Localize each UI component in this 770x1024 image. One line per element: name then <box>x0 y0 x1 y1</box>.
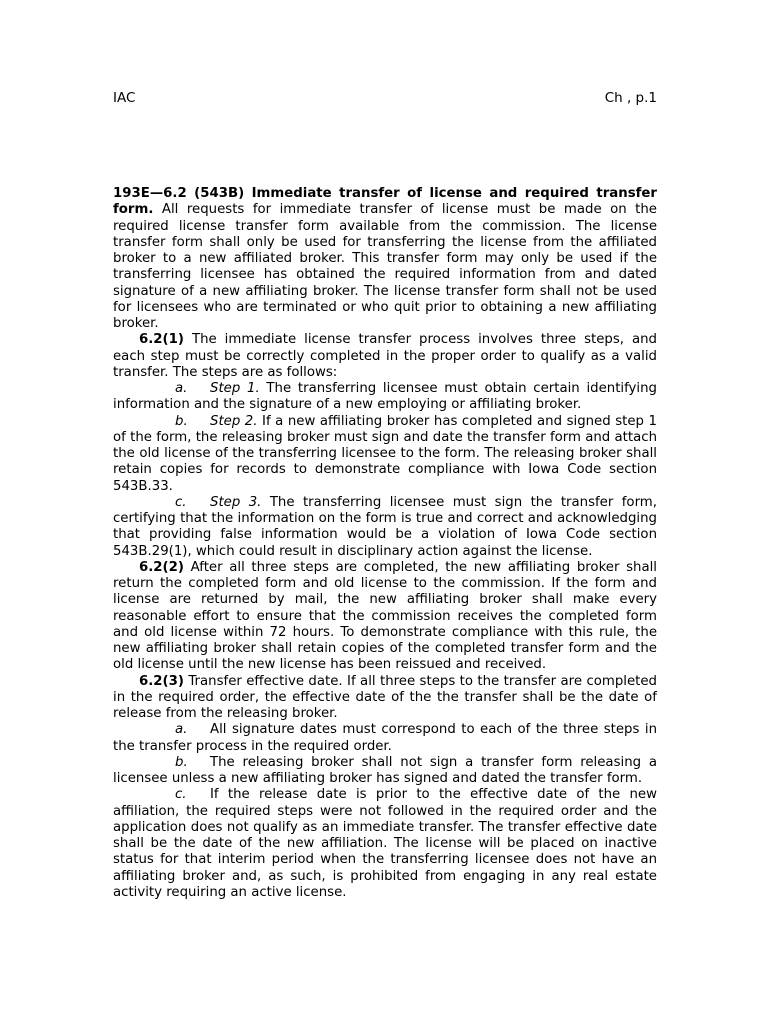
paragraph-text: All signature dates must correspond to each of the three steps in the transfer process in the required order. <box>113 722 657 754</box>
paragraph-6-2-3-c <box>113 787 657 901</box>
paragraph-label: b. <box>175 413 188 429</box>
paragraph-label: a. <box>175 722 188 738</box>
header-right: Ch , p.1 <box>604 90 657 106</box>
subrule-text: Transfer effective date. If all three steps to the transfer are completed in the required order, the effective date of the the transfer shall be the date of release from the releasing broker. <box>113 673 657 721</box>
rule-6-2-paragraph <box>113 186 657 332</box>
subrule-number: 6.2(2) <box>139 559 184 575</box>
paragraph-label: c. <box>175 787 187 803</box>
step-label: Step 2. <box>210 413 258 429</box>
paragraph-label: c. <box>175 494 187 510</box>
document-body <box>113 186 657 901</box>
subrule-number: 6.2(3) <box>139 673 184 689</box>
paragraph-label: b. <box>175 754 188 770</box>
subrule-6-2-3 <box>113 674 657 723</box>
rule-heading: 193E—6.2 (543B) Immediate transfer of license and required transfer form. <box>113 186 657 218</box>
paragraph-text: The transferring licensee must sign the transfer form, certifying that the information on the form is true and correct and acknowledging that providing false information would be a violation of Iowa Code section 543B.29(1), which could result in disciplinary action against the license. <box>113 494 657 559</box>
paragraph-6-2-3-b <box>113 755 657 788</box>
paragraph-text: If a new affiliating broker has completed and signed step 1 of the form, the releasing broker must sign and date the transfer form and attach the old license of the transferring licensee to the form. The releasing broker shall retain copies for records to demonstrate compliance with Iowa Code section 543B.33. <box>113 413 657 494</box>
paragraph-text: The releasing broker shall not sign a transfer form releasing a licensee unless a new affiliating broker has signed and dated the transfer form. <box>113 754 657 786</box>
paragraph-label: a. <box>175 381 188 396</box>
step-label: Step 3. <box>210 494 262 510</box>
paragraph-text: If the release date is prior to the effective date of the new affiliation, the required steps were not followed in the required order and the application does not qualify as an immediate transfer. The transfer effective date shall be the date of the new affiliation. The license will be placed on inactive status for that interim period when the transferring licensee does not have an affiliating broker and, as such, is prohibited from engaging in any real estate activity requiring an active license. <box>113 787 657 900</box>
subrule-text: After all three steps are completed, the new affiliating broker shall return the completed form and old license to the commission. If the form and license are returned by mail, the new affiliating broker shall make every reasonable effort to ensure that the commission receives the completed form and old license within 72 hours. To demonstrate compliance with this rule, the new affiliating broker shall retain copies of the completed transfer form and the old license until the new license has been reissued and received. <box>113 559 657 673</box>
subrule-6-2-1 <box>113 332 657 381</box>
header-left: IAC <box>113 90 136 106</box>
subrule-6-2-2 <box>113 560 657 674</box>
paragraph-6-2-1-c <box>113 495 657 560</box>
paragraph-6-2-3-a <box>113 722 657 755</box>
step-label: Step 1. <box>210 381 260 396</box>
paragraph-6-2-1-a <box>113 381 657 414</box>
subrule-number: 6.2(1) <box>139 332 184 348</box>
paragraph-6-2-1-b <box>113 414 657 495</box>
paragraph-text: The transferring licensee must obtain certain identifying information and the signature of a new employing or affiliating broker. <box>113 381 657 413</box>
subrule-text: The immediate license transfer process involves three steps, and each step must be correctly completed in the proper order to qualify as a valid transfer. The steps are as follows: <box>113 332 657 380</box>
rule-intro: All requests for immediate transfer of license must be made on the required license transfer form available from the commission. The license transfer form shall only be used for transferring the license from the affiliated broker to a new affiliated broker. This transfer form may only be used if the transferring licensee has obtained the required information from and dated signature of a new affiliating broker. The license transfer form shall not be used for licensees who are terminated or who quit prior to obtaining a new affiliating broker. <box>113 202 657 331</box>
